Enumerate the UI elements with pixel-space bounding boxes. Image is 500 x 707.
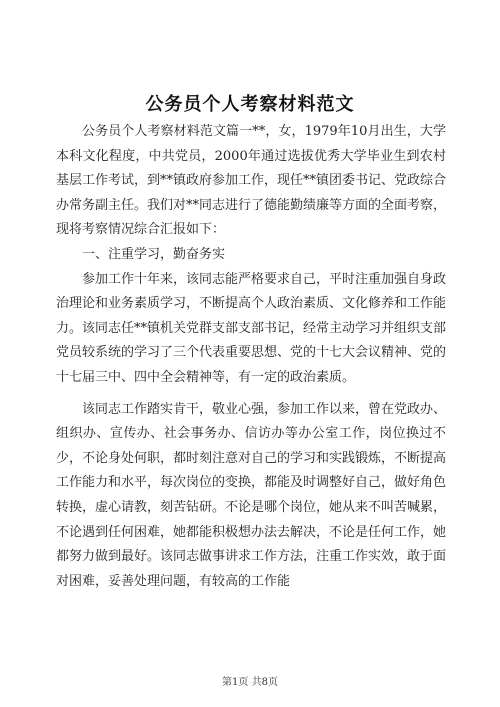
page-number-footer: 第1页 共8页	[222, 677, 278, 688]
section-heading: 一、注重学习，勤奋务实	[82, 246, 226, 262]
body-paragraph: 参加工作十年来，该同志能严格要求自己，平时注重加强自身政治理论和业务素质学习，不断提高个人政治素质、文化修养和工作能力。该同志任**镇机关党群支部支部书记，经常主动学习并组织支部党员较系统的学习了三个代表重要思想、党的十七大会议精神、党的十七届三中、四中全会精神等，有一定的政治素质。	[56, 271, 447, 385]
body-paragraph: 该同志工作踏实肯干，敬业心强，参加工作以来，曾在党政办、组织办、宣传办、社会事务办、信访办等办公室工作，岗位换过不少，不论身处何职，都时刻注意对自己的学习和实践锻炼，不断提高工作能力和水平，每次岗位的变换，都能及时调整好自己，做好角色转换，虚心请教，刻苦钻研。不论是哪个岗位，她从来不叫苦喊累，不论遇到任何困难，她都能积极想办法去解决，不论是任何工作，她都努力做到最好。该同志做事讲求工作方法，注重工作实效，敢于面对困难，妥善处理问题，有较高的工作能	[56, 401, 447, 589]
intro-paragraph: 公务员个人考察材料范文篇一**，女，1979年10月出生，大学本科文化程度，中共党员，2000年通过选拔优秀大学毕业生到农村基层工作考试，到**镇政府参加工作，现任**镇团委书记、党政综合办常务副主任。我们对**同志进行了德能勤绩廉等方面的全面考察，现将考察情况综合汇报如下：	[56, 124, 447, 238]
document-title: 公务员个人考察材料范文	[145, 94, 355, 115]
document-body	[56, 120, 446, 594]
